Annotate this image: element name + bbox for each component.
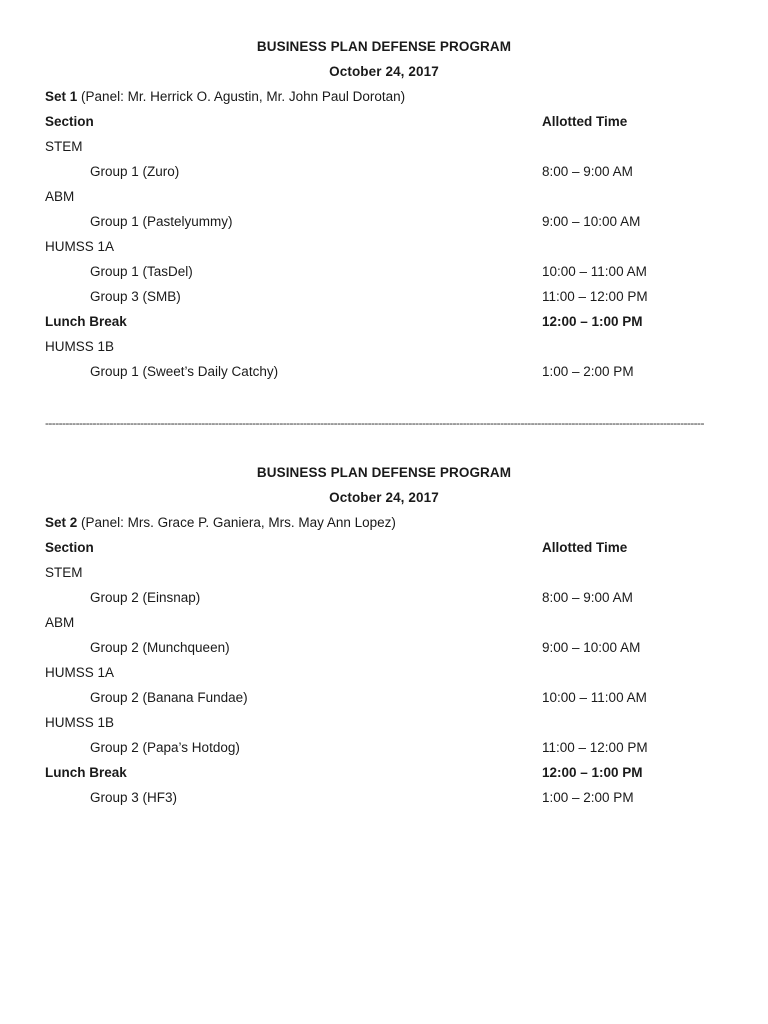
group-time: 9:00 – 10:00 AM xyxy=(542,214,641,229)
group-time: 10:00 – 11:00 AM xyxy=(542,690,647,705)
section-header: Section xyxy=(45,114,94,129)
section-row xyxy=(0,186,768,211)
lunch-break-row xyxy=(0,762,768,787)
lunch-break-time: 12:00 – 1:00 PM xyxy=(542,314,643,329)
group-name: Group 1 (Sweet’s Daily Catchy) xyxy=(90,364,279,379)
section-row xyxy=(0,612,768,637)
set-label: Set 2 xyxy=(45,515,78,530)
group-time: 8:00 – 9:00 AM xyxy=(542,164,633,179)
group-row xyxy=(0,361,768,386)
group-name: Group 1 (TasDel) xyxy=(90,264,193,279)
schedule-header xyxy=(0,111,768,136)
set-panel-line xyxy=(0,86,768,111)
group-name: Group 1 (Zuro) xyxy=(90,164,180,179)
group-name: Group 2 (Papa’s Hotdog) xyxy=(90,740,240,755)
group-time: 8:00 – 9:00 AM xyxy=(542,590,633,605)
group-time: 1:00 – 2:00 PM xyxy=(542,364,634,379)
group-row xyxy=(0,286,768,311)
panel-members: (Panel: Mrs. Grace P. Ganiera, Mrs. May Ann Lopez) xyxy=(81,515,396,530)
set-panel-line xyxy=(0,512,768,537)
dashed-separator: -------------------------------------------------------------------------------------------------------------------------------------------------------------------------------------------------- xyxy=(45,416,704,430)
program-title: BUSINESS PLAN DEFENSE PROGRAM xyxy=(256,465,512,480)
group-row xyxy=(0,687,768,712)
section-header: Section xyxy=(45,540,94,555)
set-label: Set 1 xyxy=(45,89,78,104)
allotted-time-header: Allotted Time xyxy=(542,540,628,555)
program-date: October 24, 2017 xyxy=(329,64,439,79)
group-time: 1:00 – 2:00 PM xyxy=(542,790,634,805)
group-name: Group 2 (Banana Fundae) xyxy=(90,690,248,705)
section-name: HUMSS 1B xyxy=(45,339,115,354)
section-row xyxy=(0,236,768,261)
group-row xyxy=(0,637,768,662)
group-name: Group 3 (SMB) xyxy=(90,289,181,304)
group-row xyxy=(0,587,768,612)
section-name: ABM xyxy=(45,189,75,204)
group-name: Group 1 (Pastelyummy) xyxy=(90,214,233,229)
group-row xyxy=(0,261,768,286)
group-time: 11:00 – 12:00 PM xyxy=(542,740,648,755)
section-name: STEM xyxy=(45,565,83,580)
lunch-break-time: 12:00 – 1:00 PM xyxy=(542,765,643,780)
section-row xyxy=(0,662,768,687)
program-set-2 xyxy=(0,462,768,812)
section-row xyxy=(0,712,768,737)
group-name: Group 2 (Munchqueen) xyxy=(90,640,230,655)
program-set-1 xyxy=(0,36,768,386)
group-row xyxy=(0,161,768,186)
section-name: ABM xyxy=(45,615,75,630)
group-name: Group 2 (Einsnap) xyxy=(90,590,201,605)
group-time: 11:00 – 12:00 PM xyxy=(542,289,648,304)
group-time: 10:00 – 11:00 AM xyxy=(542,264,647,279)
group-name: Group 3 (HF3) xyxy=(90,790,178,805)
section-row xyxy=(0,562,768,587)
group-row xyxy=(0,737,768,762)
section-name: HUMSS 1B xyxy=(45,715,115,730)
section-row xyxy=(0,136,768,161)
section-name: HUMSS 1A xyxy=(45,239,115,254)
lunch-break-label: Lunch Break xyxy=(45,314,127,329)
section-name: HUMSS 1A xyxy=(45,665,115,680)
section-name: STEM xyxy=(45,139,83,154)
lunch-break-row xyxy=(0,311,768,336)
panel-members: (Panel: Mr. Herrick O. Agustin, Mr. John Paul Dorotan) xyxy=(81,89,406,104)
program-title: BUSINESS PLAN DEFENSE PROGRAM xyxy=(256,39,512,54)
section-row xyxy=(0,336,768,361)
schedule-header xyxy=(0,537,768,562)
allotted-time-header: Allotted Time xyxy=(542,114,628,129)
program-date: October 24, 2017 xyxy=(329,490,439,505)
group-row xyxy=(0,787,768,812)
lunch-break-label: Lunch Break xyxy=(45,765,127,780)
group-time: 9:00 – 10:00 AM xyxy=(542,640,641,655)
group-row xyxy=(0,211,768,236)
